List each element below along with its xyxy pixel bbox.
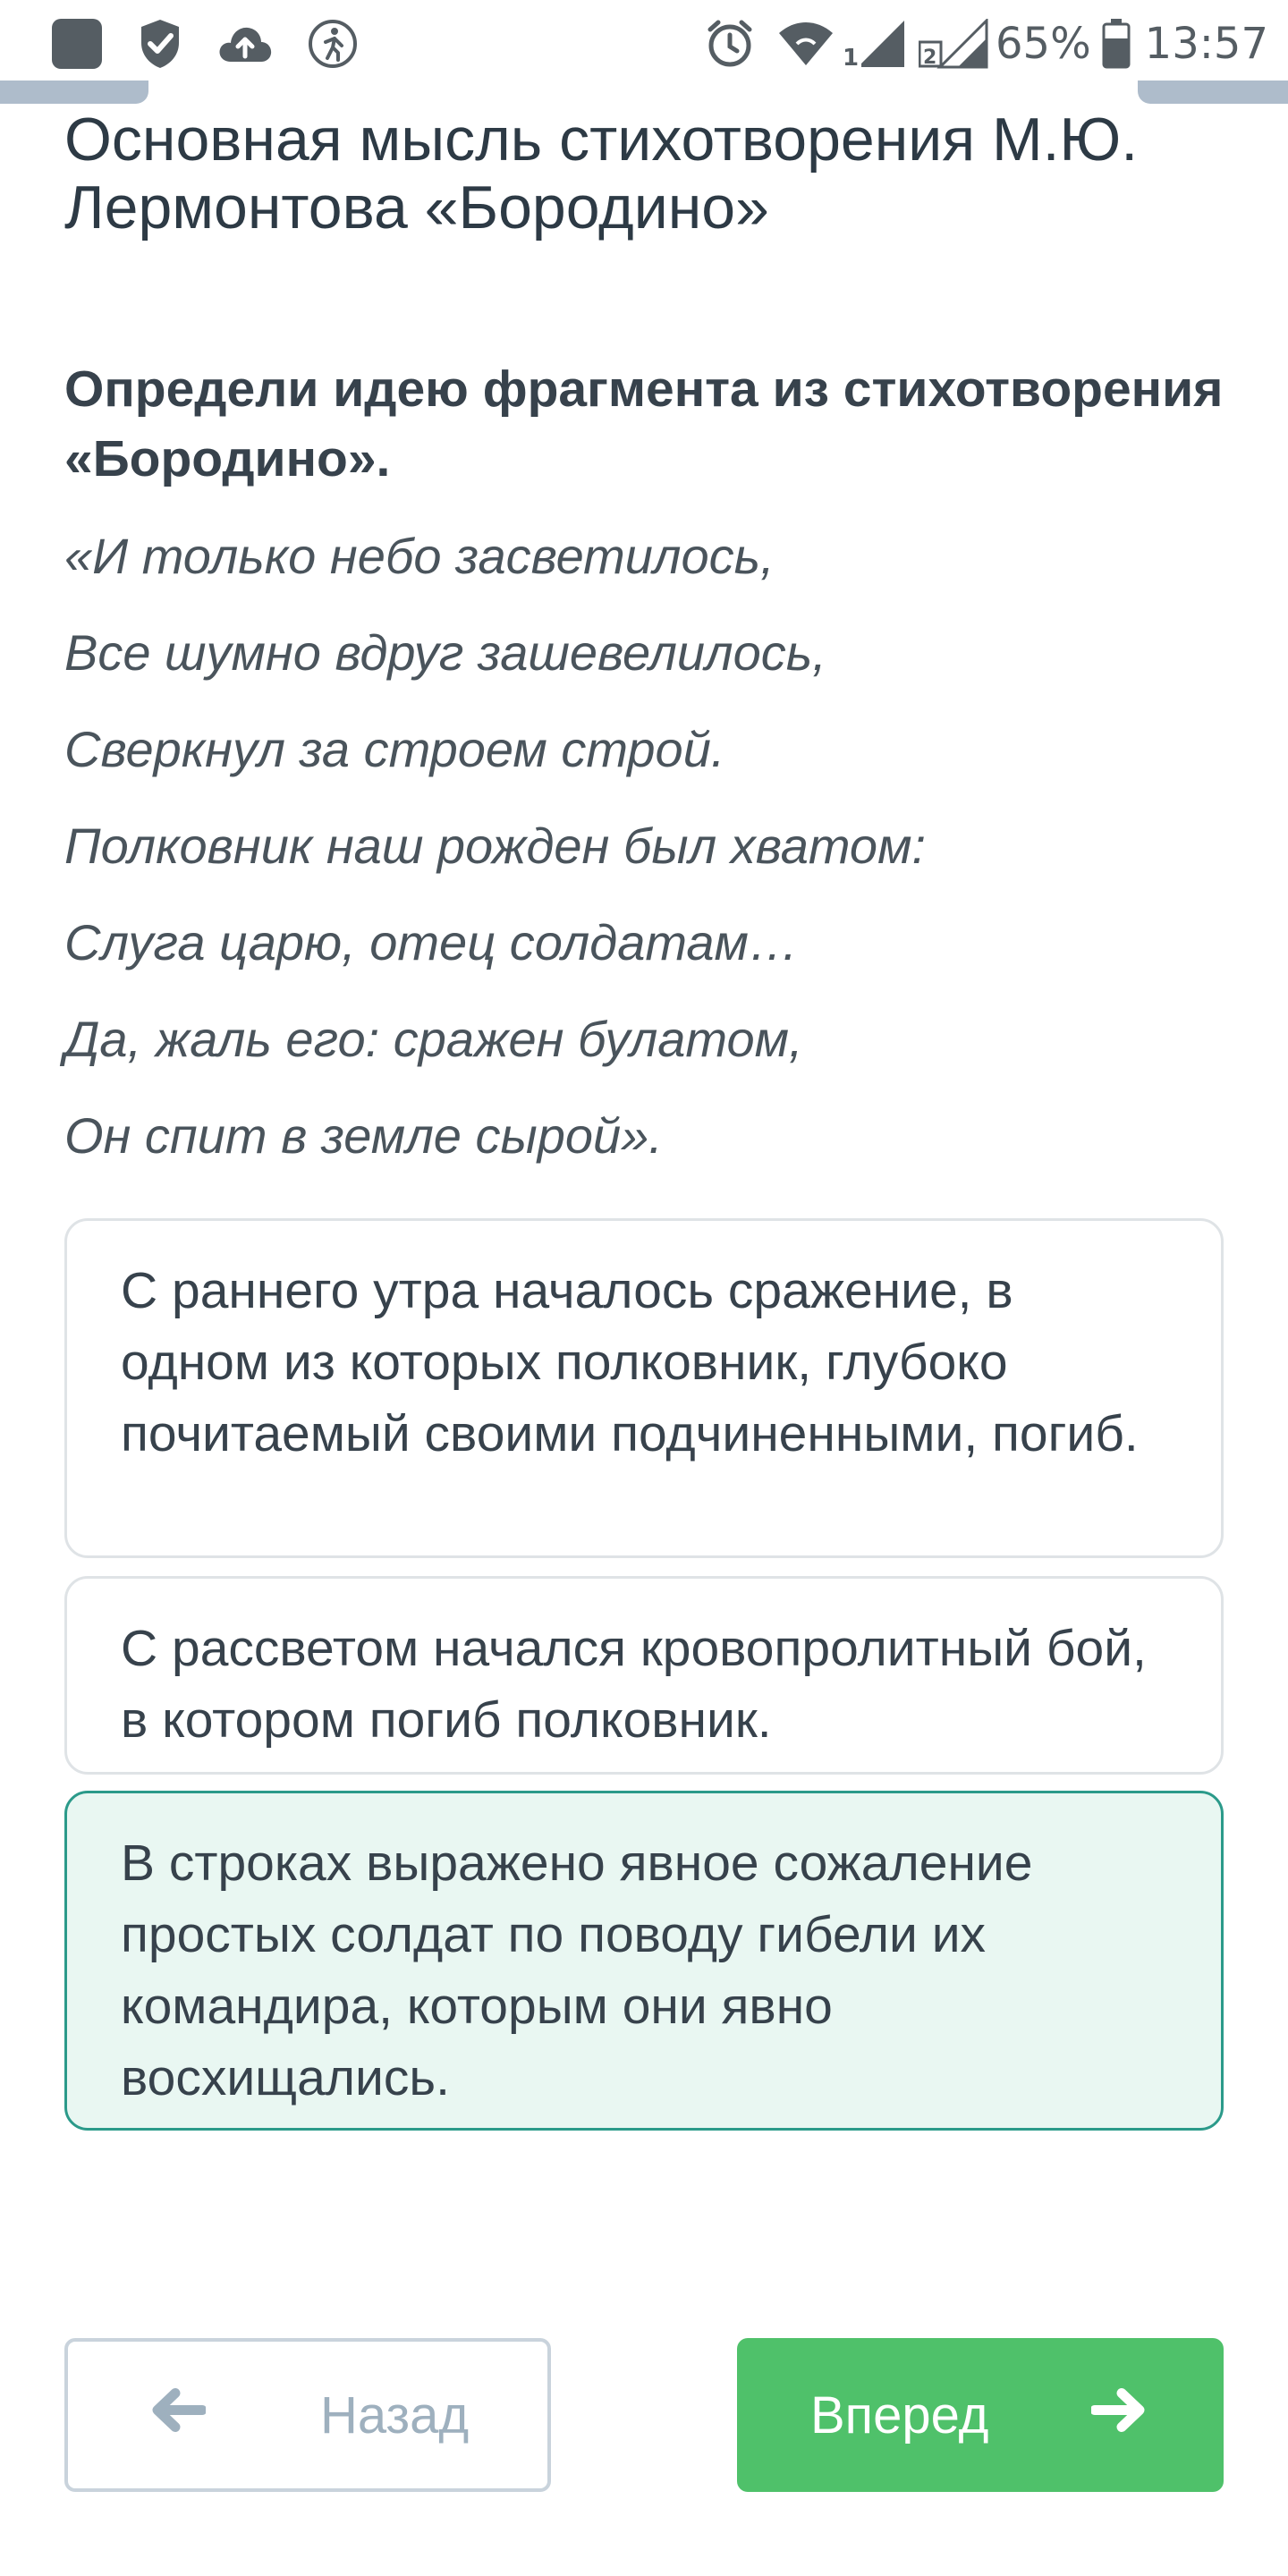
sim1-signal-icon bbox=[840, 19, 906, 69]
page-title: Основная мысль стихотворения М.Ю. Лермонтова «Бородино» bbox=[64, 106, 1139, 242]
svg-text:2: 2 bbox=[922, 47, 937, 69]
poem-line: Сверкнул за строем строй. bbox=[64, 721, 725, 777]
answer-option-2[interactable] bbox=[64, 1576, 1224, 1775]
back-button[interactable] bbox=[64, 2338, 551, 2492]
tab-indicator-left bbox=[0, 80, 148, 104]
answer-option-text: С рассветом начался кровопролитный бой, в котором погиб полковник. bbox=[121, 1620, 1147, 1749]
svg-text:1: 1 bbox=[842, 45, 860, 69]
alarm-icon bbox=[706, 19, 754, 69]
poem-line: Слуга царю, отец солдатам… bbox=[64, 914, 799, 970]
poem-fragment bbox=[64, 521, 1227, 1197]
question-prompt: Определи идею фрагмента из стихотворения «Бородино». bbox=[64, 360, 1224, 487]
tab-indicator-right bbox=[1138, 80, 1288, 104]
poem-line: Полковник наш рожден был хватом: bbox=[64, 818, 927, 874]
poem-line: Да, жаль его: сражен булатом, bbox=[64, 1011, 803, 1067]
answer-option-3-selected[interactable] bbox=[64, 1791, 1224, 2131]
poem-line: Он спит в земле сырой». bbox=[64, 1107, 663, 1164]
arrow-right-icon bbox=[1091, 2385, 1145, 2445]
battery-percent: 65% bbox=[995, 19, 1091, 69]
next-button[interactable] bbox=[737, 2338, 1224, 2492]
battery-icon bbox=[1102, 19, 1131, 69]
arrow-left-icon bbox=[152, 2385, 206, 2445]
activity-icon bbox=[308, 19, 358, 69]
answer-option-1[interactable] bbox=[64, 1218, 1224, 1558]
answer-option-text: С раннего утра началось сражение, в одном из которых полковник, глубоко почитаемый своими подчиненными, погиб. bbox=[121, 1262, 1139, 1462]
status-bar-right bbox=[706, 13, 1288, 75]
clock: 13:57 bbox=[1144, 19, 1268, 69]
poem-line: «И только небо засветилось, bbox=[64, 528, 775, 584]
wifi-icon bbox=[777, 21, 835, 67]
next-button-label: Вперед bbox=[810, 2385, 989, 2445]
status-bar-left bbox=[50, 13, 358, 75]
shield-check-icon bbox=[138, 18, 182, 70]
sim2-signal-icon bbox=[919, 19, 988, 69]
poem-line: Все шумно вдруг зашевелилось, bbox=[64, 624, 826, 681]
app-icon bbox=[50, 17, 104, 71]
back-button-label: Назад bbox=[320, 2385, 470, 2445]
answer-option-text: В строках выражено явное сожаление простых солдат по поводу гибели их командира, которым они явно восхищались. bbox=[121, 1835, 1033, 2106]
cloud-upload-icon bbox=[216, 22, 274, 65]
status-bar bbox=[0, 0, 1288, 89]
